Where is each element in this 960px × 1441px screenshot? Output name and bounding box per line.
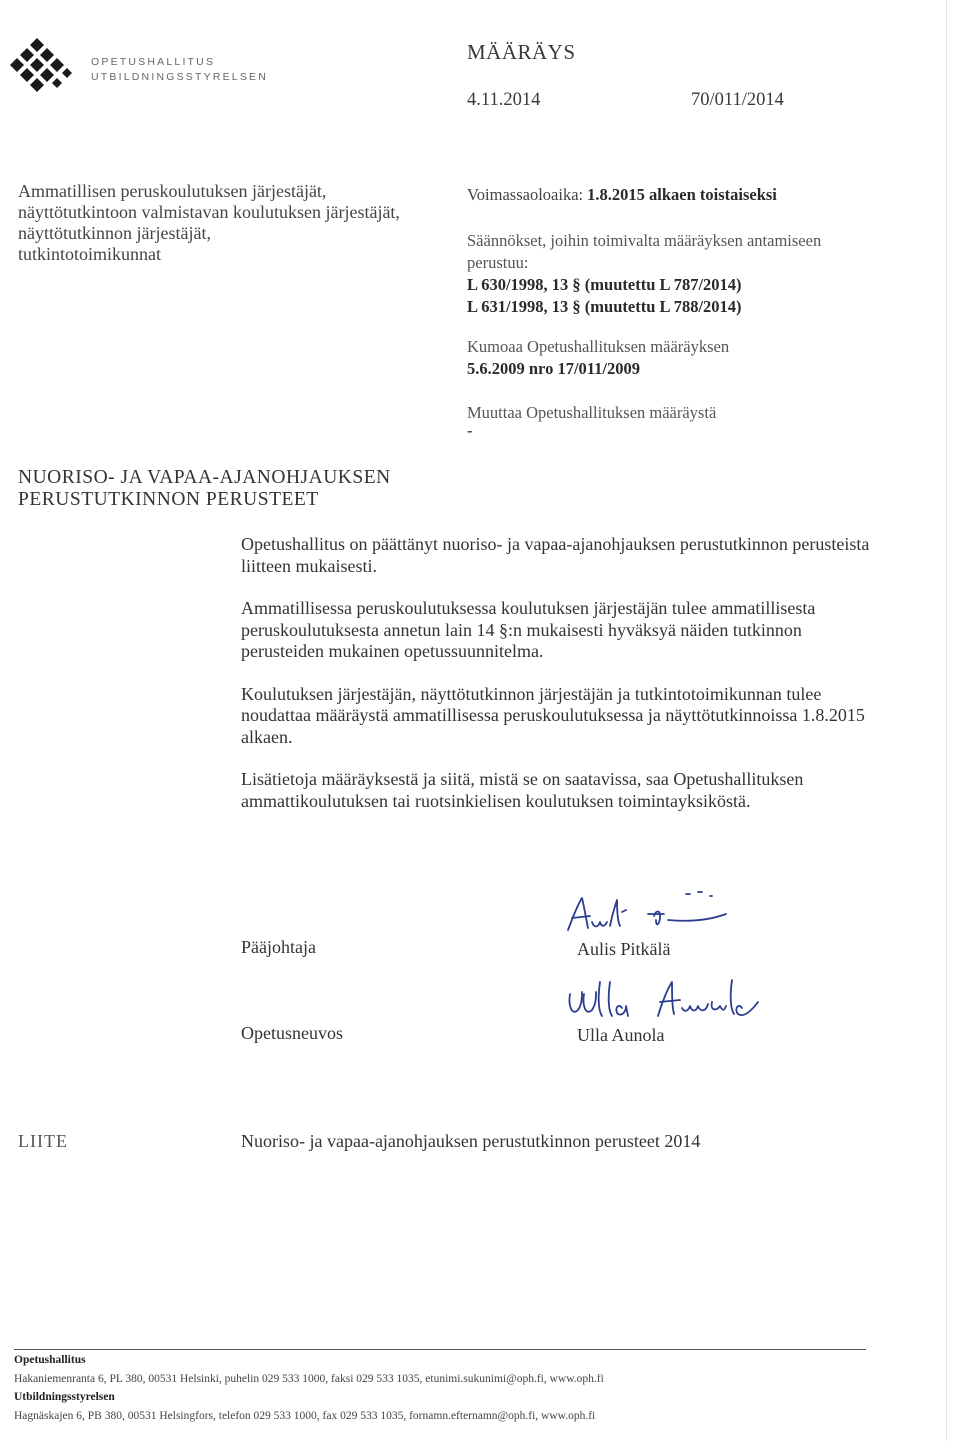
footer-address-sv: Hagnäskajen 6, PB 380, 00531 Helsingfors, telefon 029 533 1000, fax 029 533 1035, fornamn.efternamn@oph.fi, www.oph.fi	[14, 1409, 596, 1422]
signature-1-handwriting-icon	[560, 884, 740, 944]
signature-1-name: Aulis Pitkälä	[577, 939, 671, 959]
footer-address-fi: Hakaniemenranta 6, PL 380, 00531 Helsinki, puhelin 029 533 1000, faksi 029 533 1035, etunimi.sukunimi@oph.fi, www.oph.fi	[14, 1372, 604, 1385]
recipients	[18, 181, 458, 265]
page-edge	[946, 0, 947, 1441]
signature-2-role: Opetusneuvos	[241, 1023, 343, 1043]
signature-2-handwriting-icon	[560, 972, 780, 1030]
legal-basis-law: L 631/1998, 13 § (muutettu L 788/2014)	[467, 297, 742, 316]
document-body	[241, 534, 881, 833]
validity-period	[467, 185, 777, 205]
amends	[467, 402, 867, 438]
validity-value: 1.8.2015 alkaen toistaiseksi	[587, 185, 777, 204]
legal-basis	[467, 230, 867, 318]
recipient-line: näyttötutkintoon valmistavan koulutuksen järjestäjät,	[18, 202, 400, 222]
recipient-line: tutkintotoimikunnat	[18, 244, 161, 264]
body-paragraph: Opetushallitus on päättänyt nuoriso- ja vapaa-ajanohjauksen perustutkinnon perusteista liitteen mukaisesti.	[241, 534, 870, 576]
document-title-line: PERUSTUTKINNON PERUSTEET	[18, 489, 319, 510]
opetushallitus-logo-icon	[8, 36, 84, 98]
signature-1-role: Pääjohtaja	[241, 937, 316, 957]
document-date: 4.11.2014	[467, 90, 541, 110]
signature-2-name: Ulla Aunola	[577, 1025, 665, 1045]
appendix-label: LIITE	[18, 1131, 68, 1151]
document-title	[18, 467, 391, 511]
legal-basis-law: L 630/1998, 13 § (muutettu L 787/2014)	[467, 275, 742, 294]
body-paragraph: Lisätietoja määräyksestä ja siitä, mistä se on saatavissa, saa Opetushallituksen ammattikoulutuksen tai ruotsinkielisen koulutuksen toimintayksiköstä.	[241, 769, 804, 811]
org-name	[91, 55, 268, 85]
document-title-line: NUORISO- JA VAPAA-AJANOHJAUKSEN	[18, 467, 391, 488]
org-name-fi: OPETUSHALLITUS	[91, 56, 216, 68]
document-number: 70/011/2014	[691, 90, 784, 110]
footer-org-fi: Opetushallitus	[14, 1354, 86, 1366]
validity-label: Voimassaoloaika:	[467, 185, 584, 204]
repeals	[467, 336, 867, 380]
amends-intro: Muuttaa Opetushallituksen määräystä	[467, 403, 717, 422]
footer-org-sv: Utbildningsstyrelsen	[14, 1391, 115, 1403]
body-paragraph: Ammatillisessa peruskoulutuksessa koulutuksen järjestäjän tulee ammatillisesta peruskoulutuksesta annetun lain 14 §:n mukaisesti hyväksyä näiden tutkinnon perusteiden mukainen opetussuunnitelma.	[241, 598, 816, 661]
recipient-line: Ammatillisen peruskoulutuksen järjestäjät,	[18, 181, 327, 201]
repeals-intro: Kumoaa Opetushallituksen määräyksen	[467, 337, 730, 356]
footer-divider	[14, 1349, 866, 1350]
repeals-reference: 5.6.2009 nro 17/011/2009	[467, 359, 640, 378]
footer	[14, 1351, 604, 1425]
appendix-text: Nuoriso- ja vapaa-ajanohjauksen perustutkinnon perusteet 2014	[241, 1131, 701, 1151]
amends-value: -	[467, 421, 473, 440]
document-type: MÄÄRÄYS	[467, 40, 576, 64]
body-paragraph: Koulutuksen järjestäjän, näyttötutkinnon järjestäjän ja tutkintotoimikunnan tulee noudattaa määräystä ammatillisessa peruskoulutuksessa ja näyttötutkinnoissa 1.8.2015 alkaen.	[241, 683, 865, 747]
recipient-line: näyttötutkinnon järjestäjät,	[18, 223, 211, 243]
legal-basis-intro: Säännökset, joihin toimivalta määräyksen antamiseen perustuu:	[467, 231, 822, 272]
org-name-sv: UTBILDNINGSSTYRELSEN	[91, 71, 269, 83]
